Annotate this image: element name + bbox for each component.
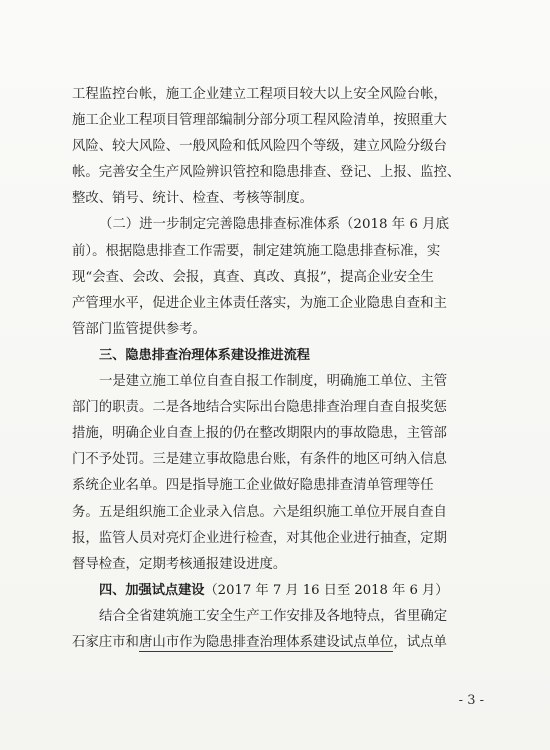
text-line: （二）进一步制定完善隐患排查标准体系（2018 年 6 月底 [99,217,449,233]
section-heading-4 [72,578,492,604]
paragraph-risk-ledger [72,82,492,212]
text-line: 督导检查，定期考核通报建设进度。 [72,556,287,572]
text-line: 现“会查、会改、会报，真查、真改、真报”，提高企业安全生 [72,269,434,285]
text-line: 整改、销号、统计、检查、考核等制度。 [72,191,314,207]
text-line: 结合全省建筑施工安全生产工作安排及各地特点，省里确定 [99,608,448,624]
text-line: 帐。完善安全生产风险辨识管控和隐患排查、登记、上报、监控、 [72,165,461,181]
text-line: 风险、较大风险、一般风险和低风险四个等级，建立风险分级台 [72,139,447,155]
section-heading-4-period: （2017 年 7 月 16 日至 2018 年 6 月） [204,582,449,598]
text-line: 施工企业工程项目管理部编制分部分项工程风险清单，按照重大 [72,113,447,129]
text-line: 措施，明确企业自查上报的仍在整改期限内的事故隐患，主管部 [72,426,447,442]
text-line: 门不予处罚。三是建立事故隐患台账，有条件的地区可纳入信息 [72,452,447,468]
text-line: 产管理水平，促进企业主体责任落实，为施工企业隐患自查和主 [72,295,447,311]
handwritten-underline-text: 唐山市作为隐患排查治理体系建设试点单位 [138,634,394,650]
paragraph-standard-system [72,212,492,342]
text-line: 务。五是组织施工企业录入信息。六是组织施工单位开展自查自 [72,504,447,520]
text-line: 前）。根据隐患排查工作需要，制定建筑施工隐患排查标准，实 [72,243,441,259]
text-line [72,630,492,656]
text-line: 报，监管人员对亮灯企业进行检查，对其他企业进行抽查，定期 [72,530,447,546]
document-body [72,82,492,656]
paragraph-process [72,369,492,578]
text-fragment: 石家庄市和 [72,634,139,650]
text-fragment: ，试点单 [393,634,447,650]
page-number: - 3 - [458,693,484,708]
text-line: 部门的职责。二是各地结合实际出台隐患排查治理自查自报奖惩 [72,400,447,416]
text-line: 一是建立施工单位自查自报工作制度，明确施工单位、主管 [99,374,448,390]
paragraph-pilot [72,604,492,656]
text-line: 管部门监管提供参考。 [72,321,206,337]
section-heading-4-title: 四、加强试点建设 [99,582,205,598]
text-line: 系统企业名单。四是指导施工企业做好隐患排查清单管理等任 [72,478,434,494]
text-line: 工程监控台帐，施工企业建立工程项目较大以上安全风险台帐， [72,87,447,102]
section-heading-3: 三、隐患排查治理体系建设推进流程 [99,347,310,363]
